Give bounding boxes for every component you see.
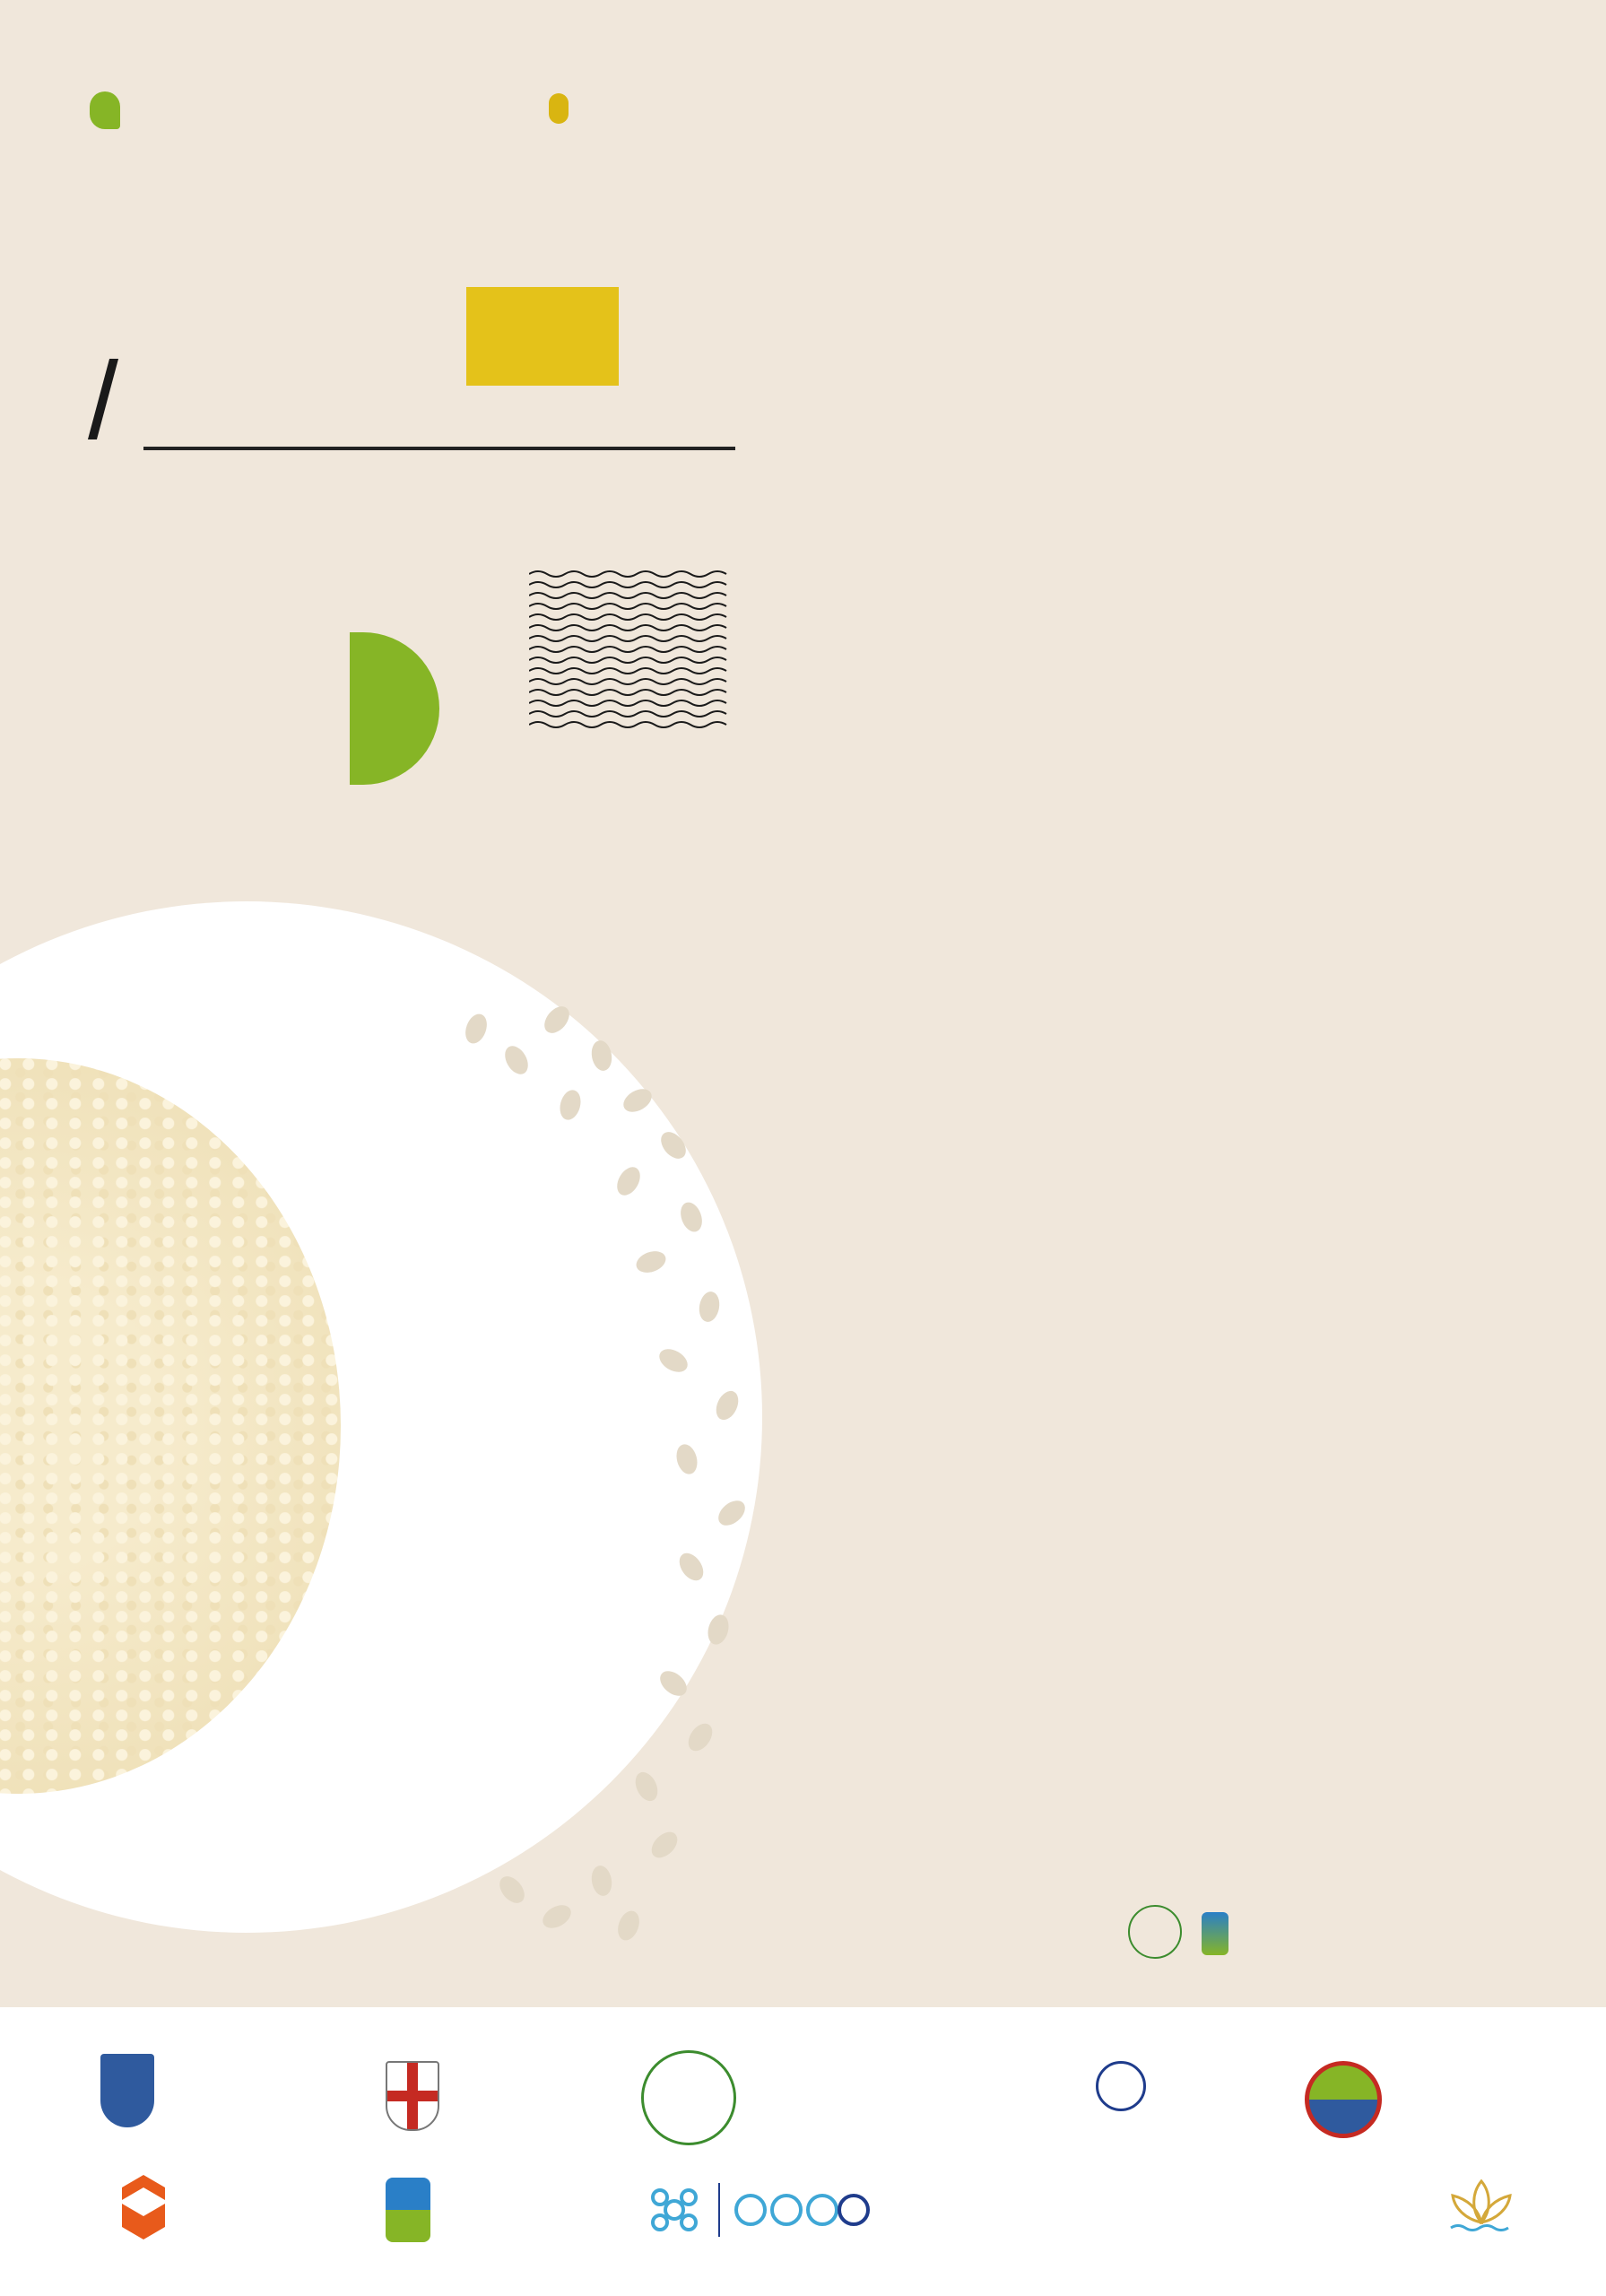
title-yellow-block — [466, 287, 619, 386]
sponsors-footer — [0, 2007, 1606, 2296]
title-underline — [143, 447, 735, 450]
giovani-g-icon — [549, 93, 569, 124]
terre-alto-piemonte-icon — [1305, 2061, 1382, 2138]
confagricoltura-mark-icon — [90, 91, 120, 129]
title-accent-stroke — [88, 359, 118, 439]
fai-logo-icon — [109, 2173, 178, 2241]
camera-commercio-logo-icon — [638, 2174, 872, 2246]
citta-crest-icon — [386, 2061, 439, 2131]
lotus-icon — [1445, 2178, 1517, 2231]
confagricoltura-logo — [90, 91, 126, 129]
title-green-half-circle — [350, 632, 439, 785]
ente-nazionale-risi-small-logo-icon — [1128, 1905, 1182, 1959]
strada-riso-small-icon — [1202, 1912, 1228, 1955]
fipe-stars-icon — [1096, 2061, 1146, 2111]
strada-riso-icon — [386, 2178, 430, 2242]
ente-nazionale-risi-logo-icon — [641, 2050, 736, 2145]
provincia-crest-icon — [100, 2054, 154, 2127]
wave-pattern-icon — [529, 570, 731, 735]
